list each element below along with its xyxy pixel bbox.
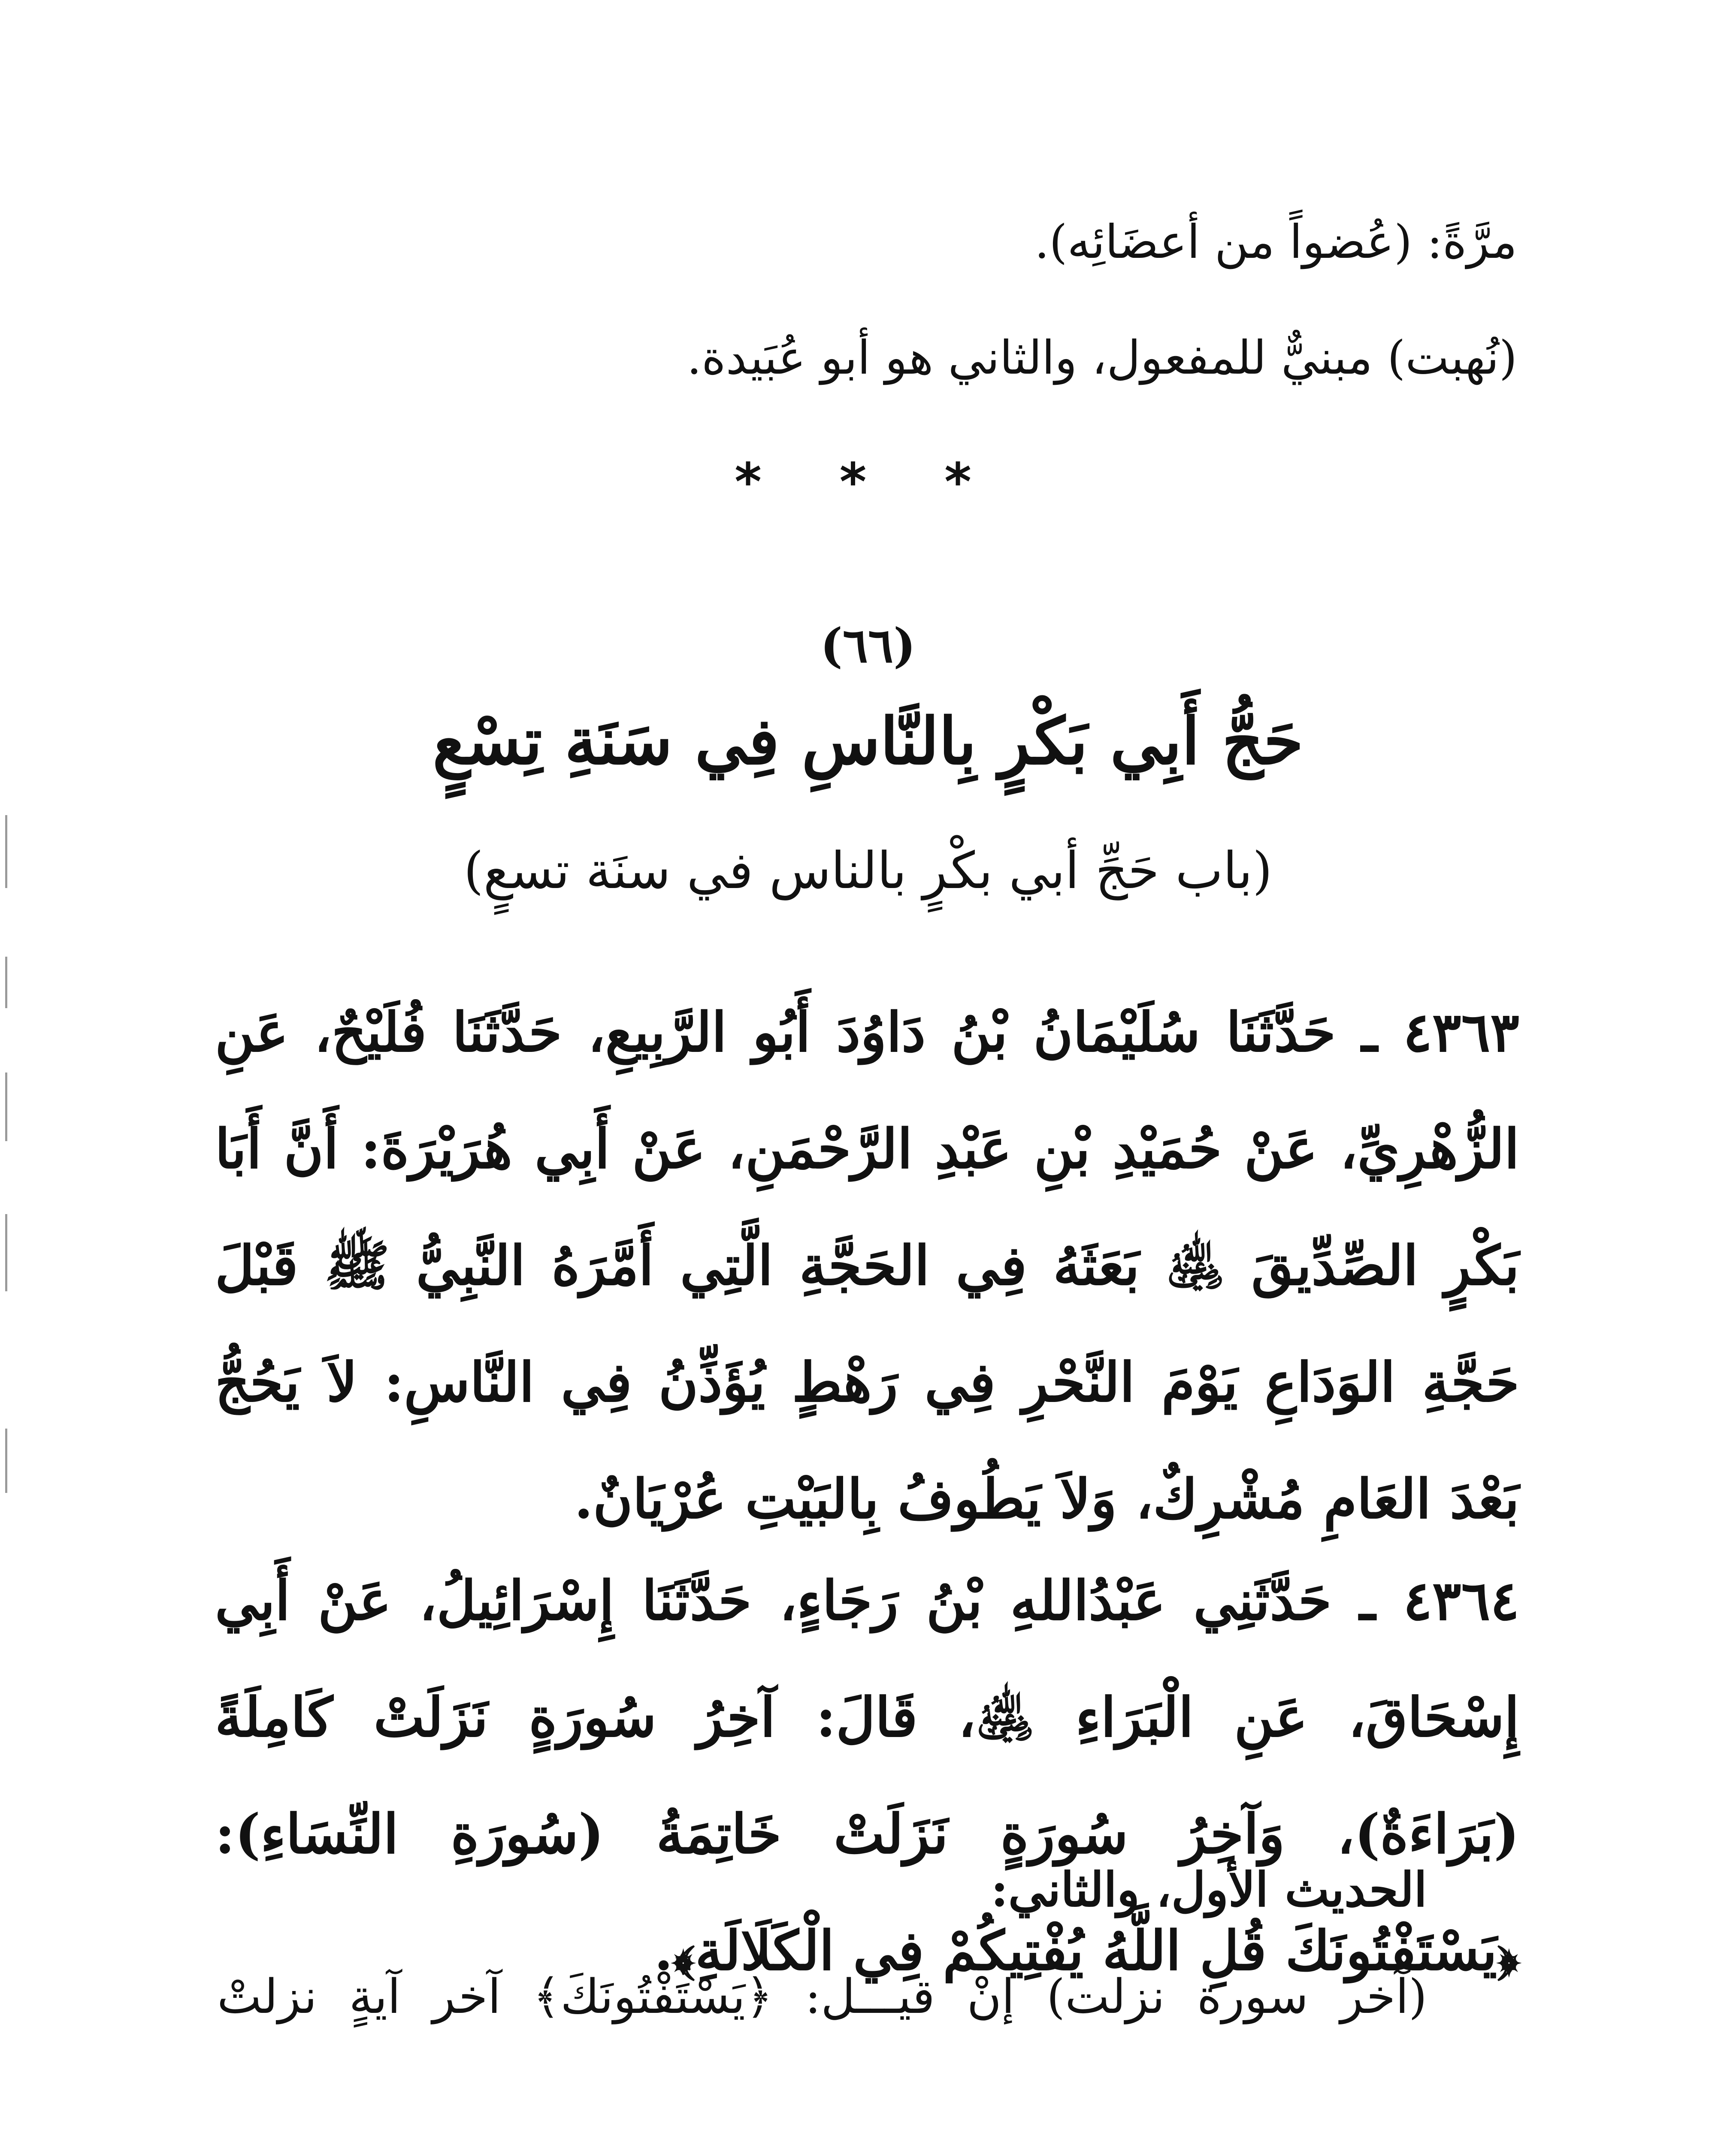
chapter-number: (٦٦) <box>820 618 916 673</box>
scan-edge-mark <box>5 815 7 888</box>
scan-edge-mark <box>5 1214 7 1291</box>
hadith-4364: ٤٣٦٤ ـ حَدَّثَنِي عَبْدُاللهِ بْنُ رَجَاءٍ، حَدَّثَنَا إِسْرَائِيلُ، عَنْ أَبِي إِسْحَاقَ، عَنِ الْبَرَاءِ ﵁، قَالَ: آخِرُ سُورَةٍ نَزَلَتْ كَامِلَةً (بَرَاءَةٌ)، وَآخِرُ سُورَةٍ نَزَلَتْ خَاتِمَةُ (سُورَةِ النِّسَاءِ): ﴿يَسْتَفْتُونَكَ قُلِ اللَّهُ يُفْتِيكُمْ فِي الْكَلَالَةِ﴾. <box>215 1569 1519 1982</box>
intro-line-2 <box>217 330 1517 386</box>
intro-text-2: (نُهبت) مبنيٌّ للمفعول، والثاني هو أبو عُبَيدة. <box>687 331 1517 385</box>
commentary-text: (آخر سورة نزلت) إنْ قيـــل: ﴿يَسْتَفْتُونَكَ﴾ آخر آيةٍ نزلتْ <box>217 1969 1427 2024</box>
hadith-4363: ٤٣٦٣ ـ حَدَّثَنَا سُلَيْمَانُ بْنُ دَاوُدَ أَبُو الرَّبِيعِ، حَدَّثَنَا فُلَيْحٌ، عَنِ الزُّهْرِيِّ، عَنْ حُمَيْدِ بْنِ عَبْدِ الرَّحْمَنِ، عَنْ أَبِي هُرَيْرَةَ: أَنَّ أَبَا بَكْرٍ الصِّدِّيقَ ﵁ بَعَثَهُ فِي الحَجَّةِ الَّتِي أَمَّرَهُ النَّبِيُّ ﷺ قَبْلَ حَجَّةِ الوَدَاعِ يَوْمَ النَّحْرِ فِي رَهْطٍ يُؤَذِّنُ فِي النَّاسِ: لاَ يَحُجُّ بَعْدَ العَامِ مُشْرِكٌ، وَلاَ يَطُوفُ بِالبَيْتِ عُرْيَانٌ. <box>215 1000 1519 1531</box>
intro-text-1: مرَّةً: (عُضواً من أعضَائِه). <box>1034 215 1517 269</box>
intro-line-1 <box>217 214 1517 270</box>
chapter-title: حَجُّ أَبِي بَكْرٍ بِالنَّاسِ فِي سَنَةِ تِسْعٍ <box>432 704 1304 779</box>
chapter-subtitle: (باب حَجِّ أبي بكْرٍ بالناس في سنَة تسعٍ) <box>463 841 1273 900</box>
section-separator: * * * <box>735 453 1001 512</box>
scan-edge-mark <box>5 1072 7 1141</box>
scan-edge-mark <box>5 1429 7 1493</box>
commentary-heading: الحديث الأول، والثاني: <box>991 1862 1427 1917</box>
scan-edge-mark <box>5 957 7 1008</box>
